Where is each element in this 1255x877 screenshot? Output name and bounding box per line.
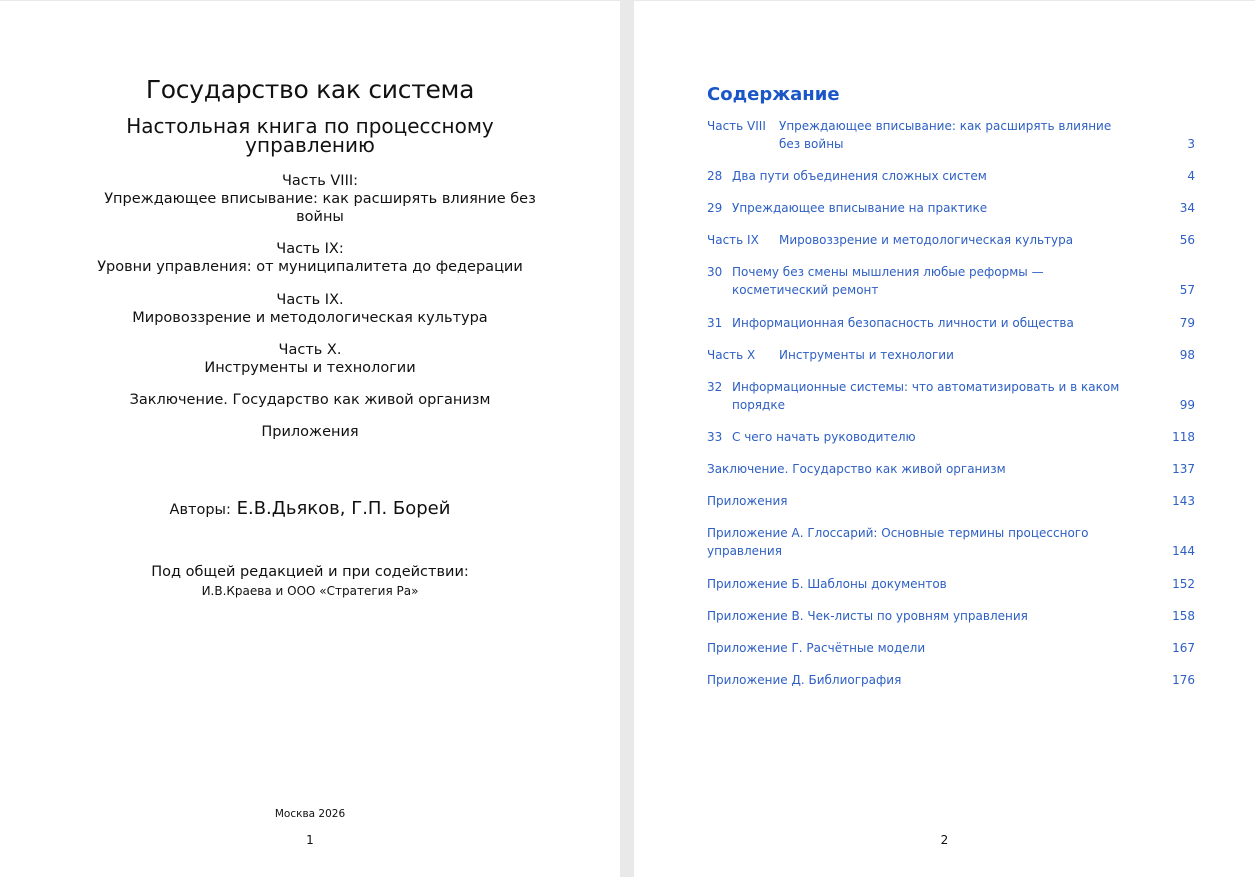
authors-label: Авторы: [169, 502, 231, 518]
book-subtitle [0, 114, 620, 157]
toc-entry-page: 118 [1172, 430, 1195, 444]
authors-names: Е.В.Дьяков, Г.П. Борей [236, 498, 451, 519]
toc-entry-label: 28 [707, 169, 723, 183]
toc-entry-title-line-1: Упреждающее вписывание на практике [732, 201, 988, 215]
part-9b-label: Часть IX. [276, 292, 344, 308]
toc-entry-title-line-1: Упреждающее вписывание: как расширять влияние [779, 119, 1112, 133]
part-10-label: Часть X. [278, 342, 342, 358]
toc-entry-label: 30 [707, 265, 723, 279]
toc-entry-page: 98 [1179, 348, 1195, 362]
toc-entry[interactable] [707, 378, 1195, 414]
toc-page [634, 1, 1255, 877]
toc-entry-label: 32 [707, 380, 723, 394]
page-number: 1 [306, 833, 314, 847]
toc-entry-title-line-1: Мировоззрение и методологическая культура [779, 233, 1074, 247]
city-year: Москва 2026 [274, 808, 346, 820]
toc-entry-page: 34 [1179, 201, 1195, 215]
toc-entry-title [779, 117, 1127, 153]
toc-entry-label: 29 [707, 201, 723, 215]
part-9b-title: Мировоззрение и методологическая культура [132, 310, 488, 326]
toc-entry-title-line-1: Приложения [707, 494, 788, 508]
authors-line [0, 498, 620, 519]
editor-names: И.В.Краева и ООО «Стратегия Ра» [201, 584, 419, 598]
toc-entry-title [707, 492, 1127, 510]
toc-entry-page: 56 [1179, 233, 1195, 247]
toc-entry-page: 152 [1172, 577, 1195, 591]
toc-entry-title-line-1: Приложение Г. Расчётные модели [707, 641, 926, 655]
toc-entry[interactable] [707, 263, 1195, 299]
toc-entry-page: 176 [1172, 673, 1195, 687]
toc-entry-title-line-1: Приложение Д. Библиография [707, 673, 902, 687]
toc-entry-page: 79 [1179, 316, 1195, 330]
part-8-label: Часть VIII: [281, 173, 359, 189]
part-10-heading [0, 341, 620, 377]
toc-entry-title [707, 460, 1127, 478]
subtitle-line-2: управлению [245, 133, 375, 157]
toc-entry-title-line-1: Почему без смены мышления любые реформы — [732, 265, 1044, 279]
toc-entry-title-line-2: без войны [779, 137, 844, 151]
editor-line: Под общей редакцией и при содействии: [151, 564, 469, 580]
toc-entry-title-line-2: порядке [732, 398, 785, 412]
toc-entry-label: Часть IX [707, 233, 759, 247]
toc-entry-title-line-2: управления [707, 544, 782, 558]
page-number: 2 [940, 833, 949, 847]
toc-entry-page: 3 [1187, 137, 1195, 151]
part-10-title: Инструменты и технологии [204, 360, 416, 376]
toc-entry[interactable] [707, 346, 1195, 364]
toc-entry[interactable] [707, 428, 1195, 446]
toc-entry[interactable] [707, 199, 1195, 217]
toc-entry[interactable] [707, 231, 1195, 249]
part-8-title-line-1: Упреждающее вписывание: как расширять влияние без [104, 191, 536, 207]
toc-entry[interactable] [707, 671, 1195, 689]
book-title: Государство как система [145, 75, 475, 104]
toc-entry-page: 143 [1172, 494, 1195, 508]
toc-entry-title [707, 575, 1127, 593]
part-9a-heading [0, 240, 620, 276]
toc-entry-title [707, 639, 1127, 657]
toc-entry-title [779, 346, 1127, 364]
toc-entry-title [732, 263, 1127, 299]
toc-entry-page: 158 [1172, 609, 1195, 623]
toc-entry[interactable] [707, 575, 1195, 593]
toc-entry-page: 167 [1172, 641, 1195, 655]
toc-entry[interactable] [707, 314, 1195, 332]
toc-entry-title-line-2: косметический ремонт [732, 283, 879, 297]
toc-entry-title [732, 428, 1127, 446]
toc-entry-title-line-1: Заключение. Государство как живой организм [707, 462, 1006, 476]
toc-entry-title-line-1: Инструменты и технологии [779, 348, 954, 362]
toc-entry-page: 144 [1172, 544, 1195, 558]
toc-entry-title-line-1: С чего начать руководителю [732, 430, 916, 444]
part-9a-title: Уровни управления: от муниципалитета до федерации [97, 259, 523, 275]
toc-entry-title-line-1: Информационная безопасность личности и общества [732, 316, 1074, 330]
toc-title: Содержание [707, 84, 840, 105]
toc-entry-label: Часть X [707, 348, 756, 362]
toc-entry[interactable] [707, 117, 1195, 153]
toc-entry-title [732, 378, 1127, 414]
part-8-heading [95, 172, 545, 226]
part-9a-label: Часть IX: [276, 241, 344, 257]
conclusion-heading: Заключение. Государство как живой организм [129, 392, 491, 408]
toc-entry-title-line-1: Приложение Б. Шаблоны документов [707, 577, 947, 591]
toc-entry-title-line-1: Приложение А. Глоссарий: Основные термины процессного [707, 526, 1089, 540]
toc-entry-label: 31 [707, 316, 723, 330]
toc-entry-title [732, 314, 1127, 332]
toc-entry-page: 99 [1179, 398, 1195, 412]
subtitle-line-1: Настольная книга по процессному [126, 114, 494, 138]
part-9b-heading [0, 291, 620, 327]
title-page [0, 1, 620, 877]
toc-entry[interactable] [707, 492, 1195, 510]
part-8-title-line-2: войны [296, 209, 344, 225]
toc-entry[interactable] [707, 524, 1195, 560]
toc-entry-label: 33 [707, 430, 723, 444]
toc-entry-title [732, 199, 1127, 217]
toc-entry[interactable] [707, 607, 1195, 625]
toc-entry-page: 57 [1179, 283, 1195, 297]
toc-entry-title-line-1: Приложение В. Чек-листы по уровням управления [707, 609, 1028, 623]
toc-entry-title [707, 607, 1127, 625]
toc-entry-title-line-1: Два пути объединения сложных систем [732, 169, 987, 183]
toc-entry[interactable] [707, 639, 1195, 657]
toc-entry-title [707, 671, 1127, 689]
toc-entry[interactable] [707, 167, 1195, 185]
toc-entry-title [779, 231, 1127, 249]
toc-entry-label: Часть VIII [707, 119, 766, 133]
toc-entry[interactable] [707, 460, 1195, 478]
appendices-heading: Приложения [261, 424, 359, 440]
toc-entry-title [707, 524, 1127, 560]
toc-entry-title [732, 167, 1127, 185]
toc-entry-page: 4 [1187, 169, 1195, 183]
toc-entry-page: 137 [1172, 462, 1195, 476]
toc-entry-title-line-1: Информационные системы: что автоматизировать и в каком [732, 380, 1120, 394]
